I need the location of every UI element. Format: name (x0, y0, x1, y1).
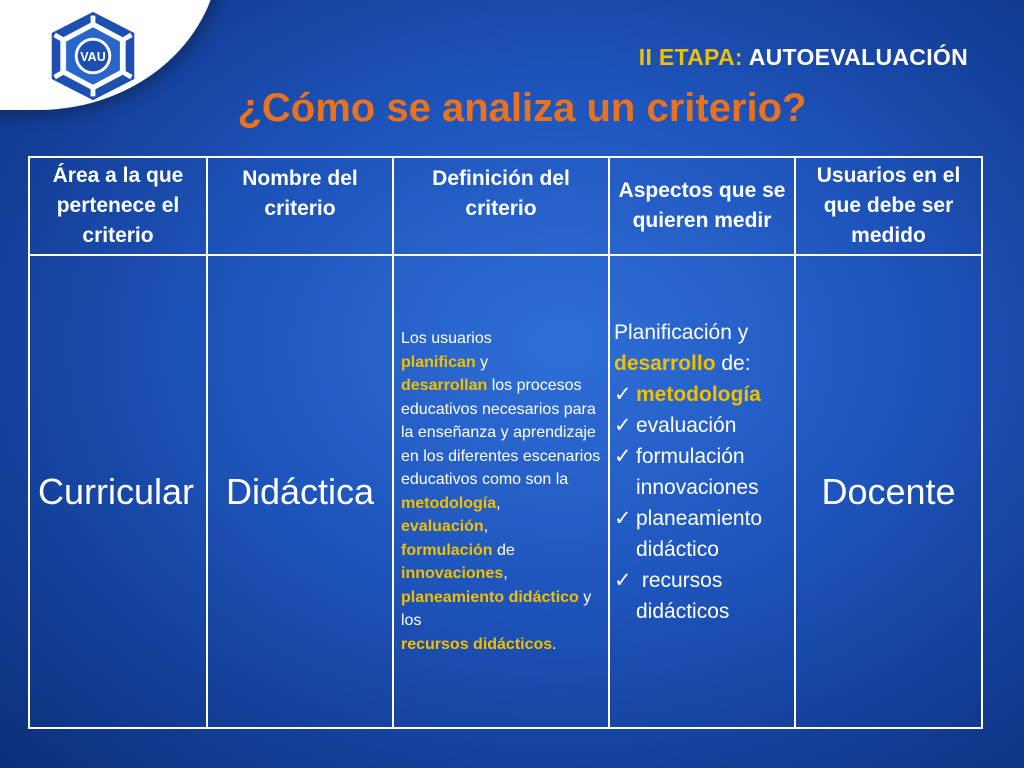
list-item-continuation (614, 472, 794, 503)
def-highlight: desarrollan (401, 377, 488, 394)
aspect-label: innovaciones (636, 475, 759, 499)
def-text: , (496, 494, 501, 512)
list-item (614, 565, 794, 596)
def-highlight: recursos didácticos (401, 635, 553, 653)
list-item (614, 410, 794, 441)
aspect-label: evaluación (636, 413, 737, 437)
def-text: Los usuarios (401, 330, 492, 347)
cell-definition (393, 255, 609, 728)
table-header-row (29, 157, 982, 255)
def-highlight: evaluación (401, 518, 484, 535)
def-text: , (503, 565, 508, 582)
list-item-continuation (614, 596, 794, 627)
stage-suffix: AUTOEVALUACIÓN (748, 44, 968, 70)
check-icon: ✓ (614, 568, 632, 592)
table-row (29, 255, 982, 728)
check-icon: ✓ (614, 506, 632, 530)
def-text: los procesos educativos necesarios para la enseñanza y aprendizaje en los diferentes escenarios educativos como son la (401, 377, 601, 488)
aspects-intro (614, 317, 794, 379)
aspect-label: planeamiento (636, 506, 763, 530)
def-text: de (492, 541, 515, 559)
check-icon: ✓ (614, 413, 632, 437)
cell-name: Didáctica (207, 255, 393, 728)
def-highlight: metodología (401, 494, 497, 512)
list-item (614, 503, 794, 534)
check-icon: ✓ (614, 444, 632, 468)
stage-prefix: II ETAPA: (638, 44, 743, 70)
cell-aspects (609, 255, 795, 728)
header-definition: Definición del criterio (393, 157, 609, 255)
aspects-intro-end: de: (715, 351, 751, 375)
list-item (614, 379, 794, 410)
page-title: ¿Cómo se analiza un criterio? (237, 86, 807, 130)
aspects-intro-text: Planificación y (614, 320, 749, 344)
def-text: y (475, 353, 489, 371)
cell-area: Curricular (29, 255, 207, 728)
list-item-continuation (614, 534, 794, 565)
header-aspects: Aspectos que se quieren medir (609, 157, 795, 255)
aspect-label: metodología (636, 382, 761, 406)
def-text: , (483, 518, 489, 535)
aspects-intro-highlight: desarrollo (614, 351, 716, 375)
cell-users: Docente (795, 255, 982, 728)
def-highlight: planeamiento didáctico (401, 588, 579, 606)
def-text: . (552, 635, 557, 653)
aspect-label: recursos (636, 568, 723, 592)
check-icon: ✓ (614, 382, 632, 406)
def-text: y los (401, 588, 592, 629)
aspects-list (614, 379, 794, 627)
logo-text: VAU (80, 49, 106, 64)
aspect-label: didáctico (636, 537, 719, 561)
stage-label (639, 44, 968, 71)
criteria-table (28, 156, 983, 729)
list-item (614, 441, 794, 472)
def-highlight: planifican (401, 353, 476, 371)
header-users: Usuarios en el que debe ser medido (795, 157, 982, 255)
def-highlight: formulación (401, 541, 493, 559)
header-area: Área a la que pertenece el criterio (29, 157, 207, 255)
aspect-label: formulación (636, 444, 745, 468)
header-name: Nombre del criterio (207, 157, 393, 255)
def-highlight: innovaciones (401, 565, 504, 582)
aspect-label: didácticos (636, 599, 730, 623)
